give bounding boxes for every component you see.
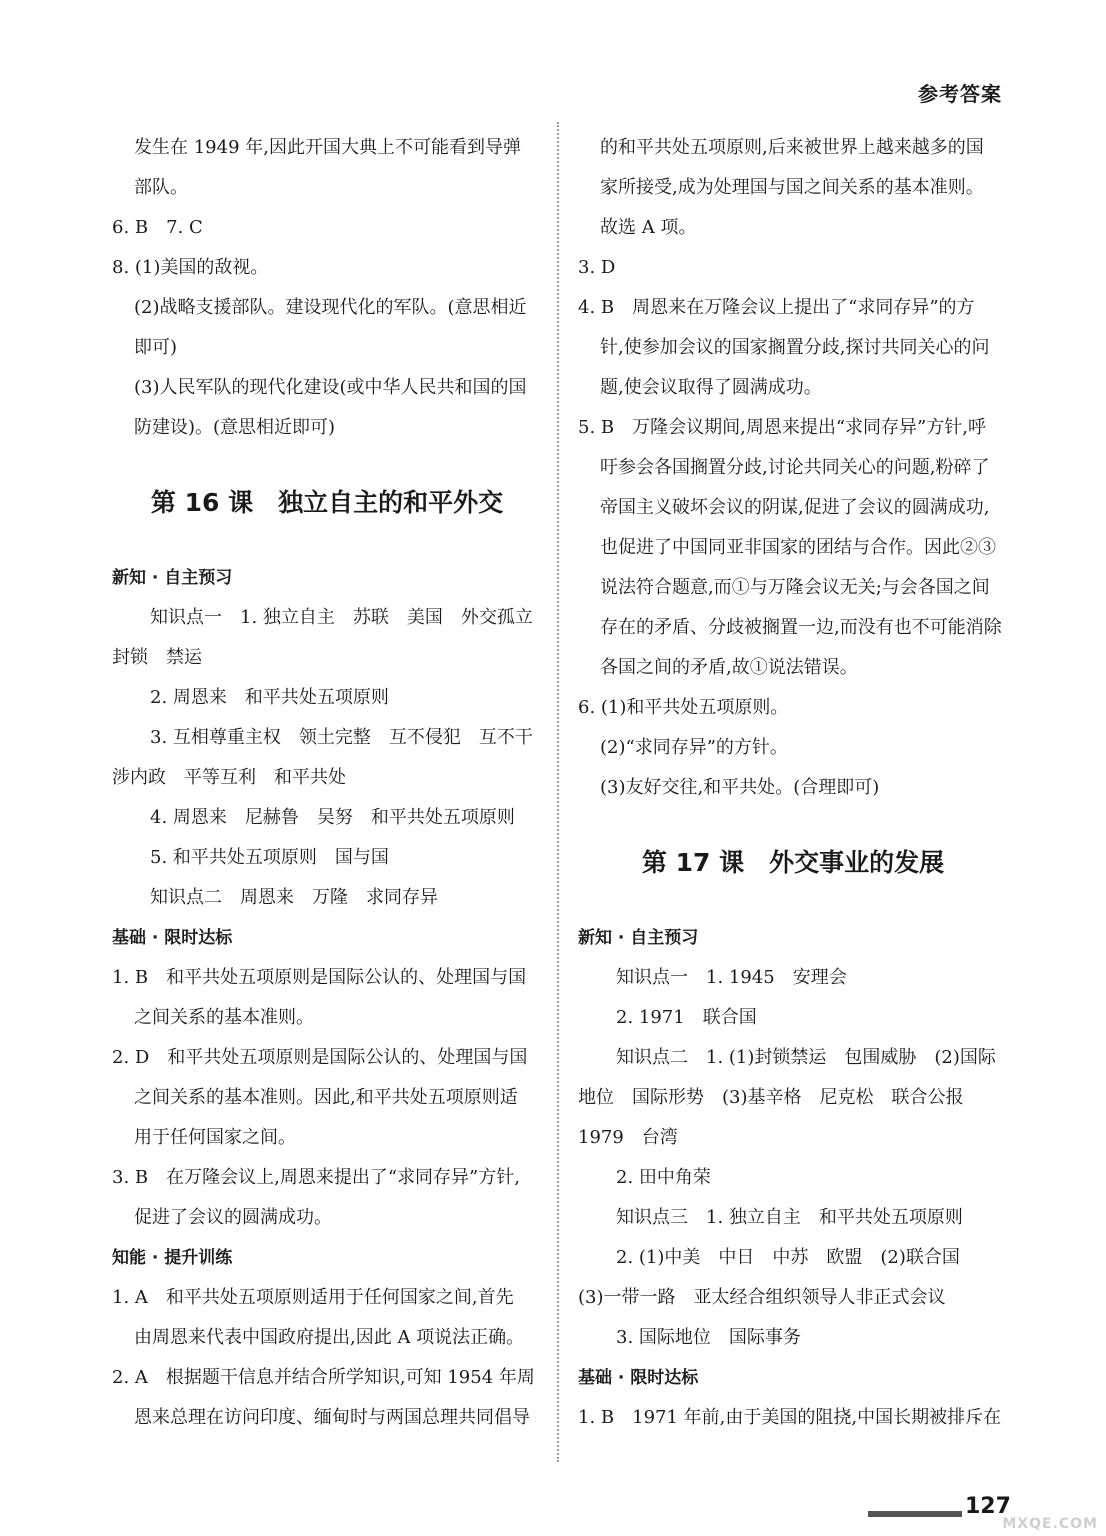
answer-line: (3)人民军队的现代化建设(或中华人民共和国的国 — [134, 377, 527, 398]
answer-line: 故选 A 项。 — [600, 217, 697, 238]
lesson-title: 第 16 课 独立自主的和平外交 — [150, 488, 504, 517]
answer-line: 2. 周恩来 和平共处五项原则 — [150, 687, 389, 708]
answer-line: 题,使会议取得了圆满成功。 — [600, 377, 822, 398]
answer-line: 知识点一 1. 独立自主 苏联 美国 外交孤立 — [150, 607, 533, 628]
answer-line: 6. B 7. C — [112, 217, 203, 238]
left-column — [112, 128, 542, 1438]
answer-line: 发生在 1949 年,因此开国大典上不可能看到导弹 — [134, 137, 521, 158]
section-heading: 基础 · 限时达标 — [112, 928, 233, 948]
answer-line: 也促进了中国同亚非国家的团结与合作。因此②③ — [600, 537, 996, 558]
answer-line: (2)战略支援部队。建设现代化的军队。(意思相近 — [134, 297, 527, 318]
lesson-title: 第 17 课 外交事业的发展 — [641, 848, 945, 877]
answer-line: 知识点二 周恩来 万隆 求同存异 — [150, 887, 438, 908]
answer-line: 之间关系的基本准则。 — [134, 1007, 314, 1028]
answer-line: 促进了会议的圆满成功。 — [134, 1207, 332, 1228]
answer-line: 1979 台湾 — [578, 1127, 678, 1148]
watermark-logo: MXQE.COM — [1002, 1516, 1098, 1532]
page-number: 127 — [965, 1494, 1011, 1519]
answer-line: 存在的矛盾、分歧被搁置一边,而没有也不可能消除 — [600, 617, 1002, 638]
answer-line: 由周恩来代表中国政府提出,因此 A 项说法正确。 — [134, 1327, 525, 1348]
answer-line: 3. 国际地位 国际事务 — [616, 1327, 801, 1348]
right-column — [578, 128, 1008, 1438]
answer-line: 2. D 和平共处五项原则是国际公认的、处理国与国 — [112, 1047, 528, 1068]
answer-line: 防建设)。(意思相近即可) — [134, 417, 336, 438]
answer-line: 知识点三 1. 独立自主 和平共处五项原则 — [616, 1207, 963, 1228]
answer-line: 地位 国际形势 (3)基辛格 尼克松 联合公报 — [578, 1087, 964, 1108]
column-divider — [557, 122, 559, 1462]
answer-line: 3. 互相尊重主权 领土完整 互不侵犯 互不干 — [150, 727, 533, 748]
answer-line: 6. (1)和平共处五项原则。 — [578, 697, 789, 718]
answer-line: 1. B 1971 年前,由于美国的阻挠,中国长期被排斥在 — [578, 1407, 1002, 1428]
answer-line: 之间关系的基本准则。因此,和平共处五项原则适 — [134, 1087, 518, 1108]
answer-line: (3)一带一路 亚太经合组织领导人非正式会议 — [578, 1287, 946, 1308]
answer-line: 2. 田中角荣 — [616, 1167, 711, 1188]
answer-line: 3. B 在万隆会议上,周恩来提出了“求同存异”方针, — [112, 1167, 520, 1188]
answer-line: 帝国主义破坏会议的阴谋,促进了会议的圆满成功, — [600, 497, 990, 518]
section-heading: 新知 · 自主预习 — [578, 928, 699, 948]
answer-line: 5. B 万隆会议期间,周恩来提出“求同存异”方针,呼 — [578, 417, 986, 438]
answer-line: 1. A 和平共处五项原则适用于任何国家之间,首先 — [112, 1287, 514, 1308]
answer-line: 针,使参加会议的国家搁置分歧,探讨共同关心的问 — [600, 337, 990, 358]
answer-line: 涉内政 平等互利 和平共处 — [112, 767, 346, 788]
answer-line: 4. 周恩来 尼赫鲁 吴努 和平共处五项原则 — [150, 807, 515, 828]
answer-line: (3)友好交往,和平共处。(合理即可) — [600, 777, 880, 798]
answer-line: 2. 1971 联合国 — [616, 1007, 757, 1028]
answer-line: 家所接受,成为处理国与国之间关系的基本准则。 — [600, 177, 984, 198]
answer-line: 知识点一 1. 1945 安理会 — [616, 967, 847, 988]
section-heading: 基础 · 限时达标 — [578, 1368, 699, 1388]
answer-line: 各国之间的矛盾,故①说法错误。 — [600, 657, 858, 678]
section-heading: 新知 · 自主预习 — [112, 568, 233, 588]
answer-line: 5. 和平共处五项原则 国与国 — [150, 847, 389, 868]
page-header-title: 参考答案 — [918, 82, 1002, 106]
answer-line: 2. A 根据题干信息并结合所学知识,可知 1954 年周 — [112, 1367, 535, 1388]
answer-line: 说法符合题意,而①与万隆会议无关;与会各国之间 — [600, 577, 990, 598]
answer-line: 部队。 — [134, 177, 188, 198]
answer-line: 3. D — [578, 257, 616, 278]
answer-line: (2)“求同存异”的方针。 — [600, 737, 788, 758]
answer-line: 4. B 周恩来在万隆会议上提出了“求同存异”的方 — [578, 297, 975, 318]
answer-line: 8. (1)美国的敌视。 — [112, 257, 269, 278]
answer-line: 吁参会各国搁置分歧,讨论共同关心的问题,粉碎了 — [600, 457, 990, 478]
answer-line: 1. B 和平共处五项原则是国际公认的、处理国与国 — [112, 967, 527, 988]
answer-line: 恩来总理在访问印度、缅甸时与两国总理共同倡导 — [134, 1407, 530, 1428]
answer-line: 2. (1)中美 中日 中苏 欧盟 (2)联合国 — [616, 1247, 960, 1268]
answer-line: 封锁 禁运 — [112, 647, 202, 668]
section-heading: 知能 · 提升训练 — [112, 1248, 233, 1268]
answer-line: 知识点二 1. (1)封锁禁运 包围威胁 (2)国际 — [616, 1047, 996, 1068]
answer-line: 即可) — [134, 337, 178, 358]
answer-line: 用于任何国家之间。 — [134, 1127, 296, 1148]
answer-line: 的和平共处五项原则,后来被世界上越来越多的国 — [600, 137, 984, 158]
